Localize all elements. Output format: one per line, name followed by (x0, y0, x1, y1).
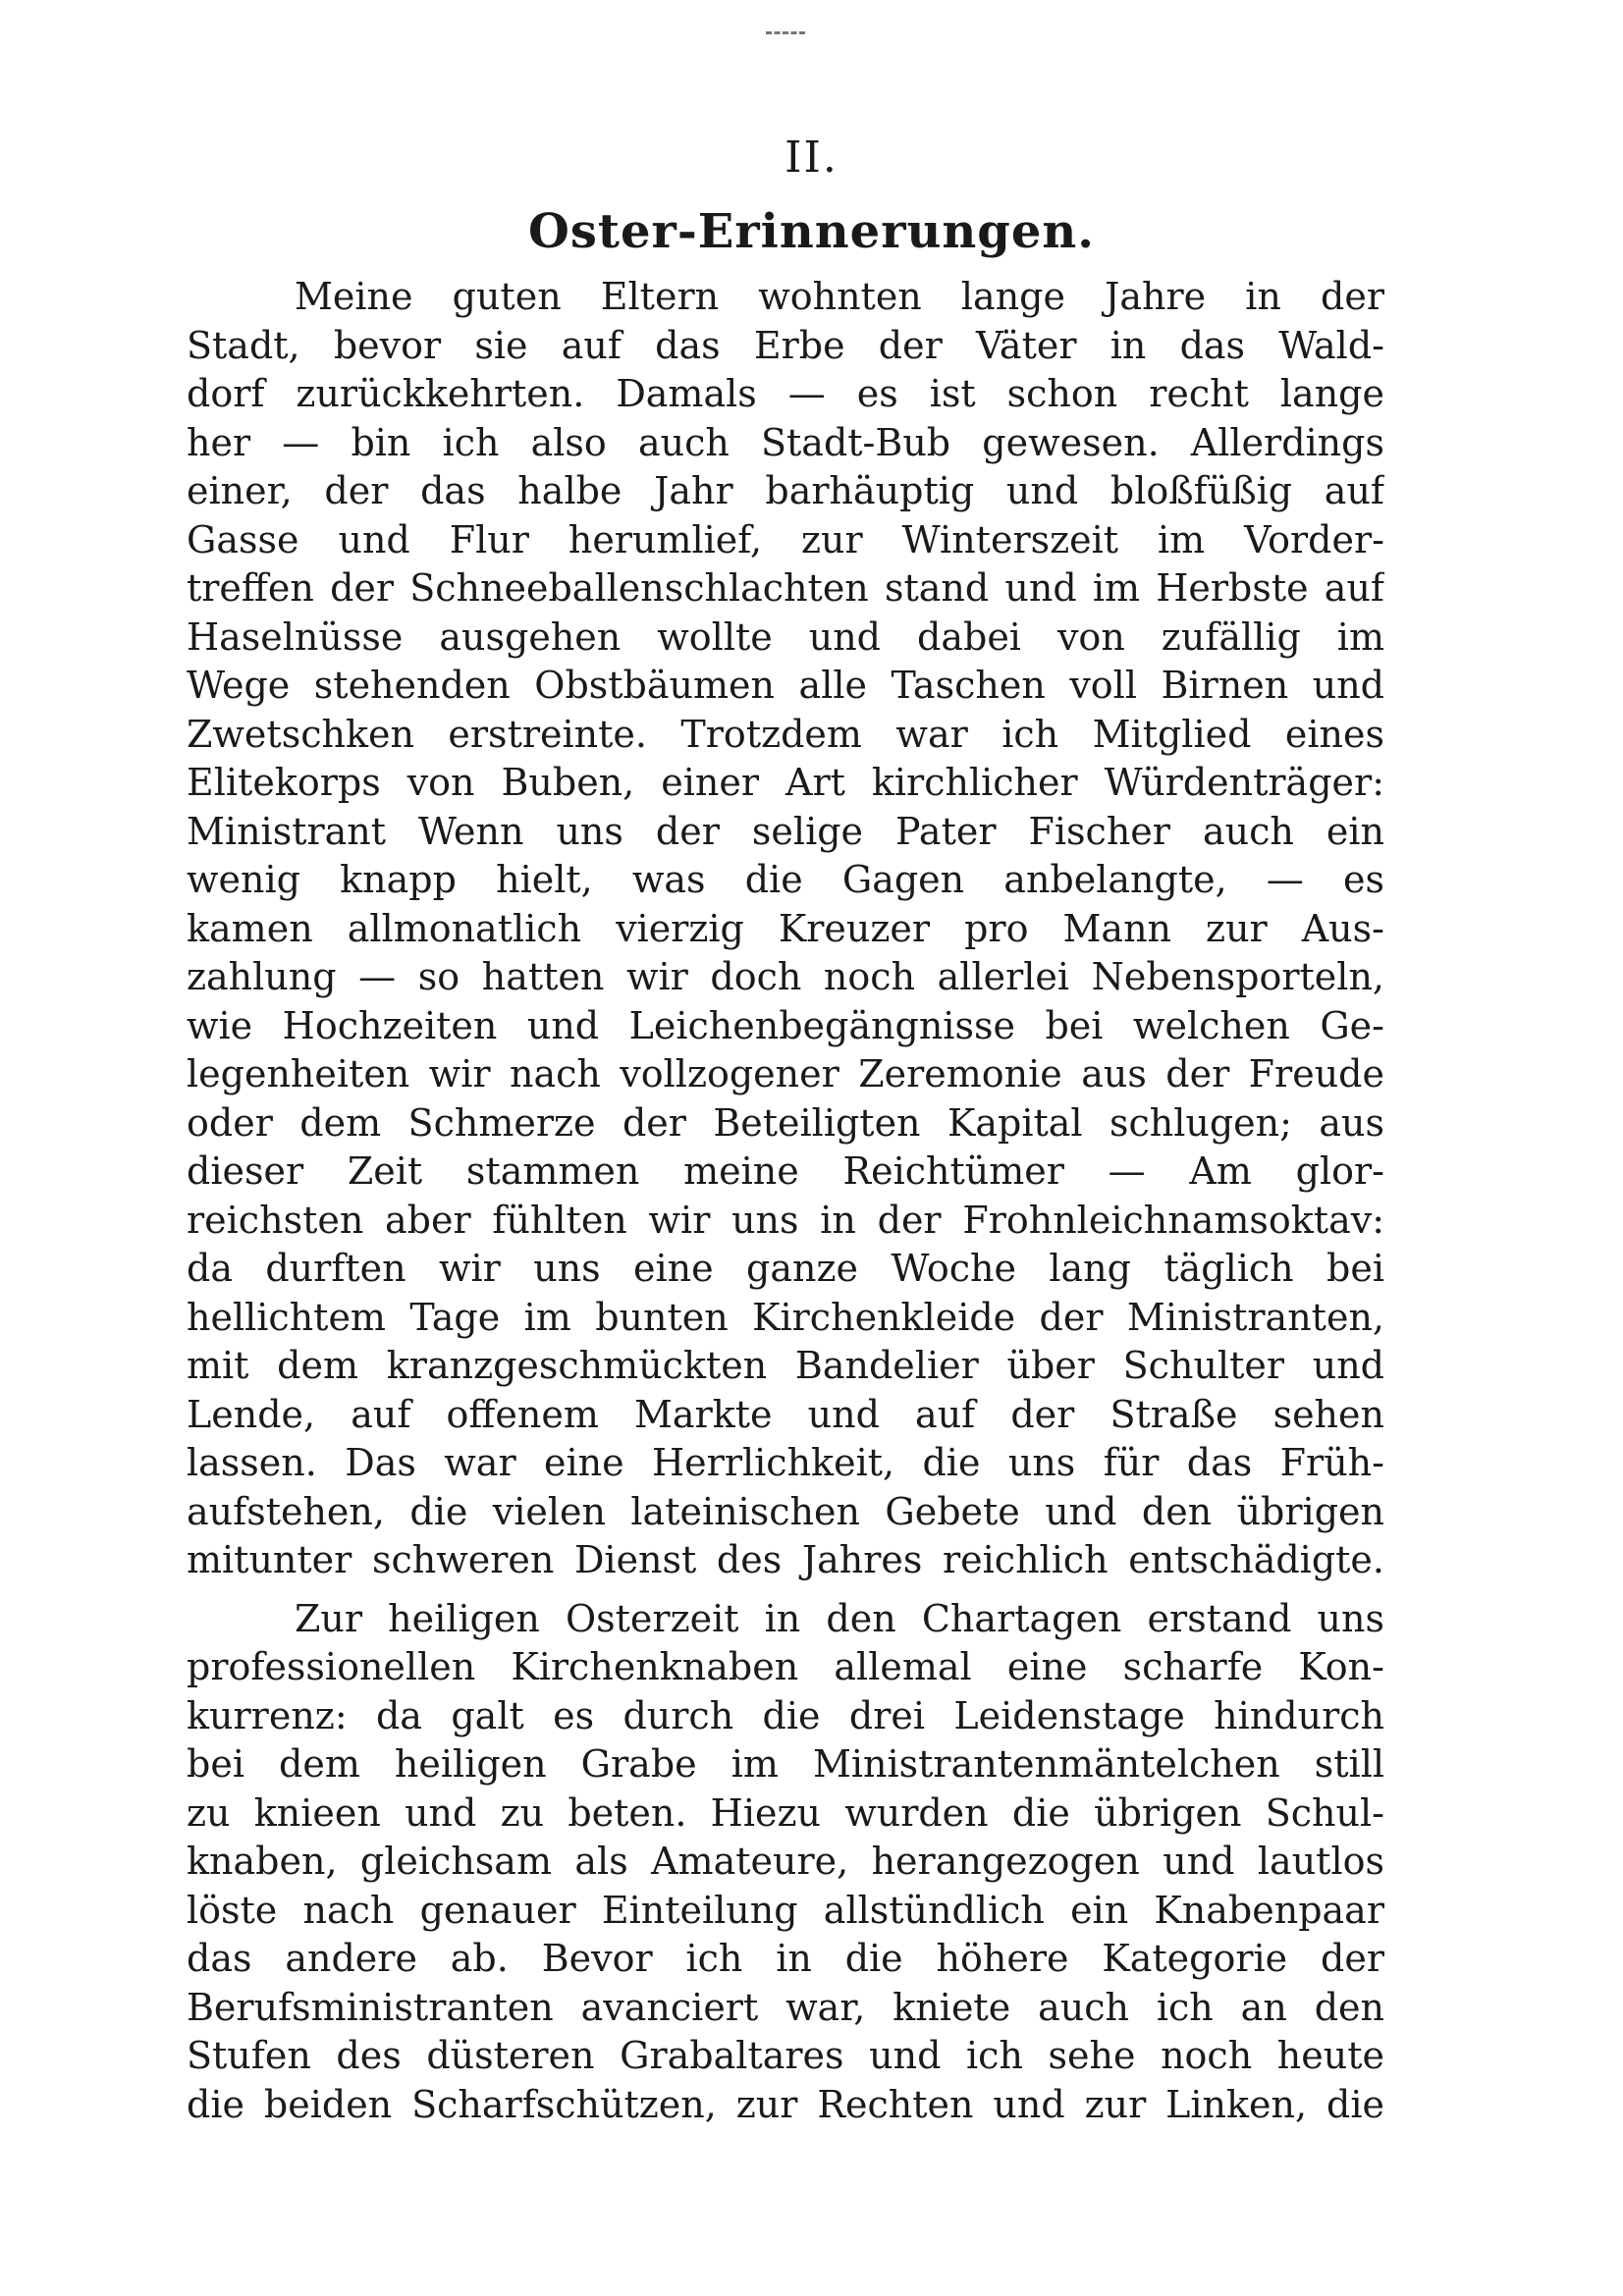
text-line: das andere ab. Bevor ich in die höhere Kategorie der (187, 1937, 1384, 1980)
text-line: oder dem Schmerze der Beteiligten Kapital schlugen; aus (187, 1100, 1384, 1145)
chapter-number: II. (784, 133, 839, 183)
text-line: zahlung — so hatten wir doch noch allerlei Nebensporteln, (187, 955, 1384, 998)
text-line: zu knieen und zu beten. Hiezu wurden die übrigen Schul- (187, 1790, 1384, 1835)
text-line: lassen. Das war eine Herrlichkeit, die uns für das Früh- (187, 1441, 1384, 1484)
text-line: hellichtem Tage im bunten Kirchenkleide der Ministranten, (187, 1295, 1384, 1339)
text-line: einer, der das halbe Jahr barhäuptig und bloßfüßig auf (187, 469, 1384, 512)
text-line: treffen der Schneeballenschlachten stand und im Herbste auf (187, 566, 1384, 610)
paragraph (187, 273, 1384, 1585)
text-line: reichsten aber fühlten wir uns in der Frohnleichnamsoktav: (187, 1198, 1384, 1242)
text-line: aufstehen, die vielen lateinischen Gebete und den übrigen (187, 1489, 1384, 1533)
text-line: die beiden Scharfschützen, zur Rechten und zur Linken, die (187, 2082, 1384, 2126)
chapter-title: Oster-Erinnerungen. (528, 204, 1095, 259)
text-line: löste nach genauer Einteilung allstündlich ein Knabenpaar (187, 1888, 1384, 1932)
text-line: Ministrant Wenn uns der selige Pater Fischer auch ein (187, 809, 1384, 853)
text-line: Elitekorps von Buben, einer Art kirchlicher Würdenträger: (187, 761, 1384, 804)
paragraph (187, 1595, 1384, 2130)
text-line: Zur heiligen Osterzeit in den Chartagen erstand uns (295, 1596, 1384, 1640)
text-line: dieser Zeit stammen meine Reichtümer — Am glor- (187, 1149, 1384, 1193)
text-line: wie Hochzeiten und Leichenbegängnisse bei welchen Ge- (187, 1003, 1384, 1047)
text-line: Stadt, bevor sie auf das Erbe der Väter in das Wald- (187, 323, 1384, 367)
text-line: Lende, auf offenem Markte und auf der Straße sehen (187, 1392, 1384, 1436)
page-top-mark (766, 31, 805, 37)
body-text (187, 273, 1384, 2129)
text-line: bei dem heiligen Grabe im Ministrantenmäntelchen still (187, 1742, 1384, 1786)
text-line: professionellen Kirchenknaben allemal eine scharfe Kon- (187, 1645, 1384, 1688)
text-line: legenheiten wir nach vollzogener Zeremonie aus der Freude (187, 1052, 1384, 1095)
text-line: Berufsministranten avanciert war, kniete auch ich an den (187, 1985, 1384, 2029)
text-line: mit dem kranzgeschmückten Bandelier über Schulter und (187, 1344, 1384, 1387)
text-line: dorf zurückkehrten. Damals — es ist schon recht lange (187, 372, 1384, 415)
text-line: da durften wir uns eine ganze Woche lang täglich bei (187, 1247, 1384, 1290)
text-line: her — bin ich also auch Stadt-Bub gewesen. Allerdings (187, 420, 1384, 464)
text-line: Haselnüsse ausgehen wollte und dabei von zufällig im (187, 614, 1384, 659)
paragraph-spacer (187, 1585, 1384, 1595)
text-line: Meine guten Eltern wohnten lange Jahre in der (295, 275, 1384, 318)
text-line: Wege stehenden Obstbäumen alle Taschen voll Birnen und (187, 664, 1384, 707)
text-line: kurrenz: da galt es durch die drei Leidenstage hindurch (187, 1693, 1384, 1737)
text-line: kamen allmonatlich vierzig Kreuzer pro Mann zur Aus- (187, 906, 1384, 950)
text-line: Gasse und Flur herumlief, zur Winterszeit im Vorder- (187, 517, 1384, 561)
text-line: Zwetschken erstreinte. Trotzdem war ich Mitglied eines (187, 712, 1384, 756)
text-line: mitunter schweren Dienst des Jahres reichlich entschädigte. (187, 1538, 1384, 1581)
text-line: Stufen des düsteren Grabaltares und ich sehe noch heute (187, 2034, 1384, 2077)
text-line: wenig knapp hielt, was die Gagen anbelangte, — es (187, 858, 1384, 901)
text-line: knaben, gleichsam als Amateure, herangezogen und lautlos (187, 1840, 1384, 1883)
